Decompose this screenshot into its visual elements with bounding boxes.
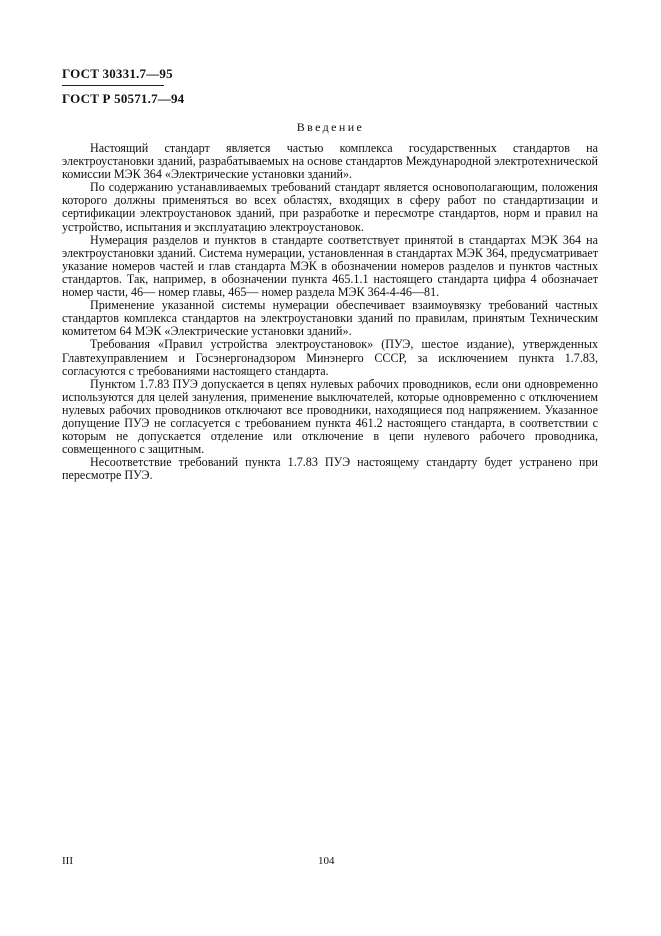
section-title: Введение — [296, 120, 365, 134]
header-divider — [62, 85, 164, 86]
roman-page-label: III — [62, 855, 73, 867]
document-body — [62, 142, 598, 482]
paragraph: Требования «Правил устройства электроустановок» (ПУЭ, шестое издание), утвержденных Главтехуправлением и Госэнергонадзором Минэнерго СССР, за исключением пункта 1.7.83, согласуются с требованиями настоящего стандарта. — [62, 337, 598, 378]
paragraph: Пунктом 1.7.83 ПУЭ допускается в цепях нулевых рабочих проводников, если они одновременно используются для целей зануления, применение выключателей, которые одновременно с отключением нулевых рабочих проводников отключают все проводники, находящиеся под напряжением. Указанное допущение ПУЭ не согласуется с требованием пункта 461.2 настоящего стандарта, в соответствии с которым не допускается отделение или отключение в цепи нулевого рабочего проводника, совмещенного с защитным. — [62, 376, 598, 457]
paragraph: Нумерация разделов и пунктов в стандарте соответствует принятой в стандартах МЭК 364 на электроустановки зданий. Система нумерации, установленная в стандартах МЭК 364, предусматривает указание номеров частей и глав стандарта МЭК в обозначении номеров разделов и пунктов частных стандартов. Так, например, в обозначении пункта 465.1.1 настоящего стандарта цифра 4 обозначает номер части, 46— номер главы, 465— номер раздела МЭК 364-4-46—81. — [62, 232, 598, 300]
page-number: 104 — [318, 855, 335, 867]
standard-designation-2: ГОСТ Р 50571.7—94 — [62, 91, 185, 106]
paragraph: Несоответствие требований пункта 1.7.83 ПУЭ настоящему стандарту будет устранено при пересмотре ПУЭ. — [62, 455, 598, 483]
paragraph: Применение указанной системы нумерации обеспечивает взаимоувязку требований частных стандартов комплекса стандартов на электроустановки зданий по правилам, принятым Техническим комитетом 64 МЭК «Электрические установки зданий». — [62, 298, 598, 339]
paragraph: Настоящий стандарт является частью комплекса государственных стандартов на электроустановки зданий, разрабатываемых на основе стандартов Международной электротехнической комиссии МЭК 364 «Электрические установки зданий». — [62, 141, 598, 182]
paragraph: По содержанию устанавливаемых требований стандарт является основополагающим, положения которого должны применяться во всех областях, входящих в сферу работ по стандартизации и сертификации электроустановок зданий, при разработке и пересмотре стандартов, норм и правил на устройство, испытания и эксплуатацию электроустановок. — [62, 180, 598, 234]
standard-designation-1: ГОСТ 30331.7—95 — [62, 66, 173, 81]
